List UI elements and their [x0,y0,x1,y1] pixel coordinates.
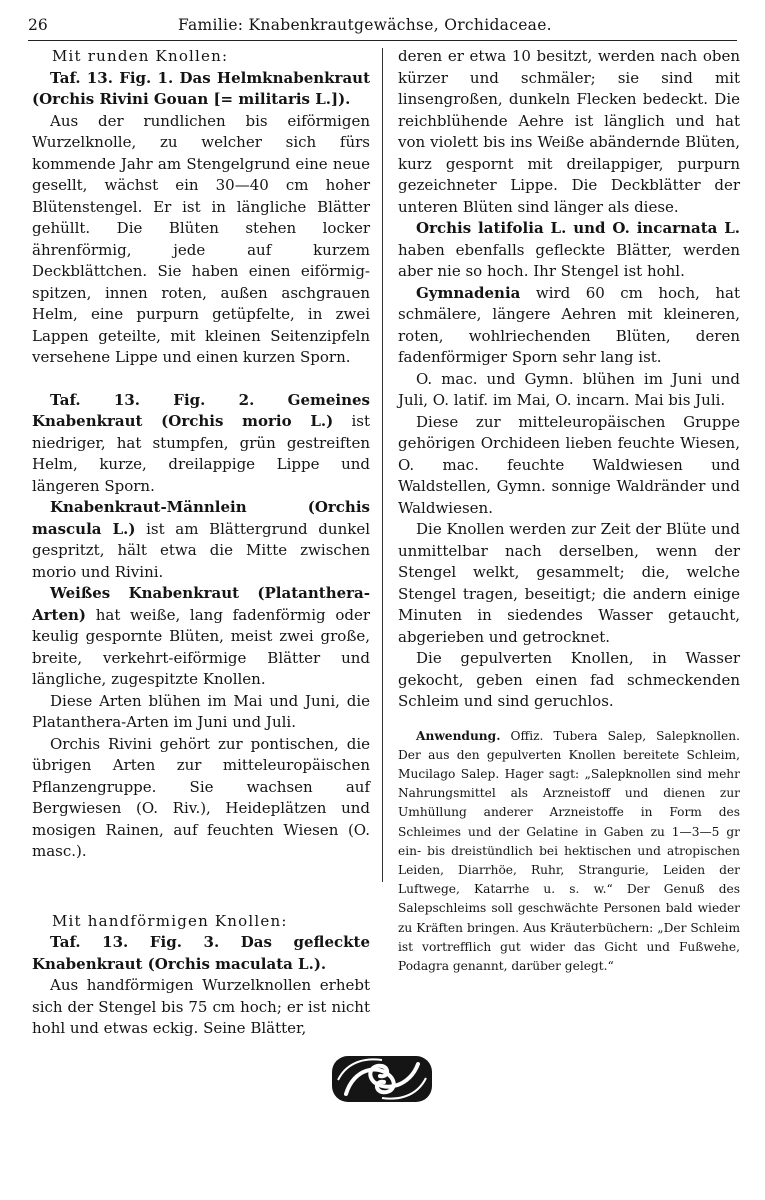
fig3-continuation: deren er etwa 10 besitzt, werden nach oben kürzer und schmäler; sie sind mit linsengroßen, dunkeln Flecken bedeckt. Die reichblühende Aehre ist länglich und hat von violett bis ins Weiße abändernde Blüten, kurz gespornt mit dreilappiger, purpurn gezeichneter Lippe. Die Deckblätter der unteren Blüten sind länger als diese. [398,47,740,216]
fig2-title: Taf. 13. Fig. 2. Gemeines Knabenkraut (Orchis morio L.) [32,390,370,430]
habitat-paragraph: Orchis Rivini gehört zur pontischen, die übrigen Arten zur mitteleuropäischen Pflanzengruppe. Sie wachsen auf Bergwiesen (O. Riv.), Heideplätzen und mosigen Rainen, auf feuchten Wiesen (O. masc.). [32,734,370,860]
page-header [28,14,737,40]
harvest-paragraph: Die Knollen werden zur Zeit der Blüte und unmittelbar nach derselben, wenn der Stengel welkt, gesammelt; die, welche Stengel tragen, beseitigt; die andern einige Minuten in siedendes Wasser getaucht, abgerieben und getrocknet. [398,520,740,646]
column-divider [382,48,383,882]
fig1-description: Aus der rundlichen bis eiförmigen Wurzelknolle, zu welcher sich fürs kommende Jahr am Stengelgrund eine neue gesellt, wächst ein 30—40 cm hoher Blütenstengel. Er ist in längliche Blätter gehüllt. Die Blüten stehen locker ährenförmig, jede auf kurzem Deckblättchen. Sie haben einen eiförmig-spitzen, innen roten, außen aschgrauen Helm, eine purpurn getüpfelte, in zwei Lappen geteilte, mit kleinen Seitenzipfeln versehene Lippe und einen kurzen Sporn. [32,111,370,366]
flowering-paragraph: Diese Arten blühen im Mai und Juni, die Platanthera-Arten im Juni und Juli. [32,691,370,731]
gymnadenia-title: Gymnadenia [416,283,521,302]
left-column [32,46,370,1040]
fig2-paragraph [32,390,370,498]
powder-paragraph: Die gepulverten Knollen, in Wasser gekocht, geben einen fad schmeckenden Schleim und sind geruchlos. [398,649,740,710]
right-column [398,46,740,976]
page-number: 26 [28,16,48,34]
platanthera-title: Weißes Knabenkraut (Platanthera-Arten) [32,584,370,624]
latifolia-paragraph [398,218,740,283]
running-title: Familie: Knabenkrautgewächse, Orchidaceae. [178,16,552,34]
latifolia-title: Orchis latifolia L. und O. incarnata L. [416,219,740,237]
section-heading-round-tubers: Mit runden Knollen: [52,47,229,65]
gymnadenia-description: wird 60 cm hoch, hat schmälere, längere Aehren mit kleineren, roten, wohlriechenden Blüten, deren fadenförmiger Sporn sehr lang ist. [398,283,740,366]
usage-note [398,727,740,977]
mascula-description: ist am Blättergrund dunkel gespritzt, hält etwa die Mitte zwischen morio und Rivini. [32,519,370,581]
usage-paragraph [398,727,740,977]
usage-text: Offiz. Tubera Salep, Salepknollen. Der aus den gepulverten Knollen bereitete Schleim, Mucilago Salep. Hager sagt: „Salepknollen sind mehr Nahrungsmittel als Arzneistoff und dienen zur Umhüllung anderer Arzneistoffe in Form des Schleimes und der Gelatine in Gaben zu 1—3—5 gr ein- bis dreistündlich bei hektischen und atropischen Leiden, Diarrhöe, Ruhr, Strangurie, Leiden der Luftwege, Katarrhe u. s. w.“ Der Genuß des Salepschleims soll geschwächte Personen bald wieder zu Kräften bringen. Aus Kräuterbüchern: „Der Schleim ist vortrefflich gut wider das Gicht und Fußwehe, Podagra genannt, darüber gelegt.“ [398,728,740,973]
fig3-title: Taf. 13. Fig. 3. Das gefleckte Knabenkraut (Orchis maculata L.). [32,933,370,973]
flowering-time-paragraph: O. mac. und Gymn. blühen im Juni und Juli, O. latif. im Mai, O. incarn. Mai bis Juli. [398,369,740,409]
fig3-description: Aus handförmigen Wurzelknollen erhebt sich der Stengel bis 75 cm hoch; er ist nicht hohl und etwas eckig. Seine Blätter, [32,976,370,1037]
section-heading-palmate-tubers: Mit handförmigen Knollen: [52,911,288,930]
fig2-description: ist niedriger, hat stumpfen, grün gestreiften Helm, kurze, dreilappige Lippe und längeren Sporn. [32,412,370,495]
latifolia-description: haben ebenfalls gefleckte Blätter, werden aber nie so hoch. Ihr Stengel ist hohl. [398,240,740,280]
art-nouveau-tailpiece-icon [324,1050,440,1112]
usage-label: Anwendung. [416,728,501,743]
platanthera-description: hat weiße, lang fadenförmig oder keulig gespornte Blüten, meist zwei große, breite, verkehrt-eiförmige Blätter und längliche, zugespitzte Knollen. [32,605,370,688]
mascula-paragraph [32,497,370,583]
fig1-title: Taf. 13. Fig. 1. Das Helmknabenkraut (Orchis Rivini Gouan [= militaris L.]). [32,68,370,108]
habitat-group-paragraph: Diese zur mitteleuropäischen Gruppe gehörigen Orchideen lieben feuchte Wiesen, O. mac. feuchte Waldwiesen und Waldstellen, Gymn. sonnige Waldränder und Waldwiesen. [398,412,740,517]
gymnadenia-paragraph [398,283,740,369]
platanthera-paragraph [32,583,370,691]
header-rule [28,40,737,41]
mascula-title: Knabenkraut-Männlein (Orchis mascula L.) [32,498,370,538]
